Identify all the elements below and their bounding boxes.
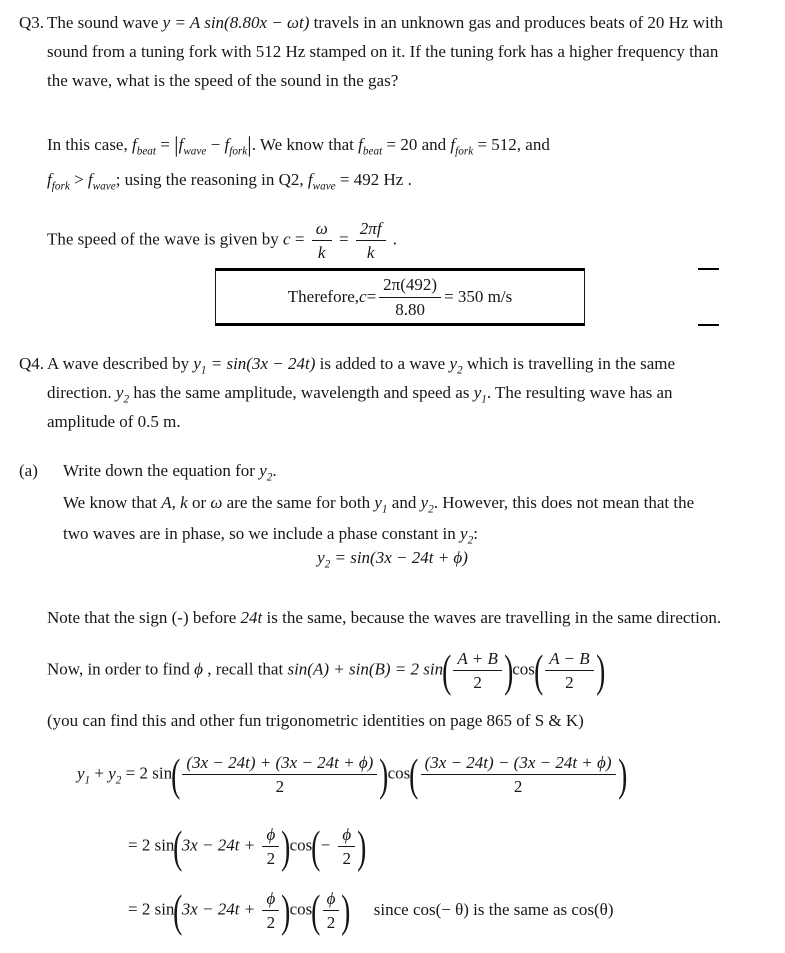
paren-right: ) bbox=[281, 820, 291, 872]
cos-function: cos bbox=[289, 899, 313, 919]
f-beat-var bbox=[358, 135, 383, 158]
difference-fraction bbox=[421, 752, 616, 798]
value-run: = 492 Hz bbox=[335, 170, 404, 189]
denominator: 2 bbox=[326, 913, 336, 933]
subscript: 2 bbox=[324, 558, 331, 571]
denominator: 2 bbox=[513, 777, 523, 797]
y2-var bbox=[115, 383, 130, 406]
q3-problem-text bbox=[47, 8, 737, 95]
math-run: = sin(3x − 24t) bbox=[206, 354, 316, 373]
y2-var bbox=[449, 354, 463, 377]
cos-function: cos bbox=[512, 659, 535, 679]
note-paragraph bbox=[47, 602, 737, 633]
result-box bbox=[215, 268, 585, 326]
value-run: = 20 bbox=[382, 135, 418, 154]
identity-line bbox=[47, 644, 785, 696]
denominator: 2 bbox=[565, 673, 574, 693]
math-var-phi: ϕ bbox=[194, 659, 203, 679]
paren-left: ( bbox=[409, 748, 419, 800]
subscript: 2 bbox=[467, 534, 474, 547]
paren-left: ( bbox=[173, 884, 183, 936]
equals-2sin: = 2 sin bbox=[121, 763, 173, 783]
y1-var bbox=[473, 383, 487, 406]
f-wave-var bbox=[178, 135, 207, 158]
y2-var bbox=[259, 461, 273, 484]
math-var-f: f bbox=[307, 170, 313, 189]
step2-equation-line bbox=[128, 820, 785, 872]
two-pi-f-over-k-fraction bbox=[356, 218, 386, 264]
phi-over-2-fraction bbox=[338, 824, 355, 870]
denominator: 2 bbox=[266, 849, 276, 869]
math-var-f: f bbox=[224, 135, 230, 154]
f-fork-var bbox=[47, 170, 70, 193]
numerator: 2πf bbox=[356, 218, 386, 241]
text-run: is the same, because the waves are travelling in the same direction. bbox=[262, 608, 722, 627]
text-run: . We know that bbox=[251, 135, 359, 154]
subscript: 2 bbox=[428, 503, 434, 516]
denominator: 8.80 bbox=[395, 299, 425, 319]
numerator: ϕ bbox=[323, 888, 340, 911]
text-run: , and bbox=[516, 135, 550, 154]
y2-var bbox=[108, 763, 122, 787]
paren-right: ) bbox=[281, 884, 291, 936]
subscript: 1 bbox=[84, 774, 91, 787]
sum-equation-line bbox=[77, 748, 785, 800]
y1-var bbox=[193, 354, 207, 377]
paren-left: ( bbox=[311, 820, 321, 872]
math-run: y = A sin(8.80x − ωt) bbox=[162, 13, 310, 32]
text-run: The sound wave bbox=[47, 13, 163, 32]
equals-sign: = bbox=[334, 229, 353, 249]
subscript: fork bbox=[455, 145, 474, 158]
math-run: = sin(3x − 24t + ϕ) bbox=[330, 548, 468, 567]
text-run: ; using the reasoning in Q2, bbox=[115, 170, 308, 189]
math-var-y: y bbox=[115, 383, 124, 402]
know-paragraph bbox=[63, 487, 708, 549]
text-run: Now, in order to find bbox=[47, 659, 195, 679]
phi-over-2-fraction bbox=[262, 824, 279, 870]
math-var-y: y bbox=[259, 461, 267, 480]
paren-left: ( bbox=[173, 820, 183, 872]
math-var-c: c bbox=[359, 287, 367, 307]
numerator: 2π(492) bbox=[379, 274, 441, 297]
f-fork-var bbox=[450, 135, 474, 158]
numerator: A − B bbox=[545, 648, 593, 671]
q4-label: Q4. bbox=[19, 354, 45, 373]
math-var-y: y bbox=[77, 763, 85, 783]
part-a-block bbox=[0, 456, 785, 485]
step3-equation-line bbox=[128, 884, 785, 936]
since-note: since cos(− θ) is the same as cos(θ) bbox=[373, 899, 614, 919]
math-var-k: k bbox=[180, 493, 188, 512]
speed-line bbox=[47, 218, 785, 264]
math-var-y: y bbox=[473, 383, 482, 402]
text-run: We know that bbox=[63, 493, 162, 512]
math-var-y: y bbox=[108, 763, 116, 783]
numerator: ϕ bbox=[262, 824, 279, 847]
math-var-y: y bbox=[420, 493, 429, 512]
f-wave-var bbox=[307, 170, 336, 193]
abs-bar: | bbox=[247, 132, 252, 157]
omega-over-k-fraction bbox=[312, 218, 332, 264]
denominator: 2 bbox=[275, 777, 285, 797]
denominator: k bbox=[317, 243, 326, 263]
subscript: 2 bbox=[457, 364, 463, 377]
text-run: The speed of the wave is given by bbox=[47, 229, 284, 249]
paren-left: ( bbox=[171, 748, 181, 800]
y1-var bbox=[374, 493, 388, 516]
equals-sign: = bbox=[156, 135, 175, 154]
text-run: A wave described by bbox=[47, 354, 194, 373]
y2-equation-line bbox=[0, 546, 785, 570]
subscript: 1 bbox=[481, 393, 487, 406]
subscript: fork bbox=[51, 180, 70, 193]
paren-right: ) bbox=[595, 644, 605, 696]
math-var-c: c bbox=[283, 229, 291, 249]
abs-bar: | bbox=[174, 132, 179, 157]
text-run: travels in an unknown gas and produces beats of 20 Hz with sound from a tuning fork with 512 Hz stamped on it. If the tuning fork has a higher frequency than the wave, what is the speed of the sound in the gas? bbox=[47, 13, 723, 90]
cos-function: cos bbox=[289, 835, 313, 855]
paren-right: ) bbox=[341, 884, 351, 936]
part-a-text bbox=[63, 456, 785, 485]
f-wave-var bbox=[87, 170, 116, 193]
math-var-omega: ω bbox=[210, 493, 223, 512]
text-run: (you can find this and other fun trigonometric identities on page 865 of S & K) bbox=[47, 711, 584, 730]
denominator: k bbox=[366, 243, 375, 263]
period: . bbox=[272, 461, 277, 480]
subscript: 2 bbox=[115, 774, 122, 787]
q4-problem-block bbox=[0, 349, 785, 436]
beats-paragraph bbox=[47, 127, 745, 197]
math-var-A: A bbox=[161, 493, 172, 512]
math-var-f: f bbox=[131, 135, 137, 154]
numerator: ϕ bbox=[262, 888, 279, 911]
math-run: sin(A) + sin(B) = 2 sin bbox=[287, 659, 444, 679]
f-beat-var bbox=[131, 135, 157, 158]
math-run: 3x − 24t + bbox=[181, 899, 260, 919]
math-run: 24t bbox=[240, 608, 263, 627]
subscript: wave bbox=[312, 180, 336, 193]
text-run: Note that the sign (-) before bbox=[47, 608, 241, 627]
paren-right: ) bbox=[379, 748, 389, 800]
paren-left: ( bbox=[442, 644, 452, 696]
text-run: In this case, bbox=[47, 135, 132, 154]
subscript: 2 bbox=[123, 393, 130, 406]
subscript: 1 bbox=[200, 364, 207, 377]
paren-right: ) bbox=[357, 820, 367, 872]
q4-problem-text bbox=[47, 349, 742, 436]
colon: : bbox=[473, 524, 478, 543]
equals-sign: = bbox=[290, 229, 309, 249]
equals-sign: = bbox=[366, 287, 377, 307]
numerator: (3x − 24t) − (3x − 24t + ϕ) bbox=[421, 752, 616, 775]
y2-var bbox=[460, 524, 474, 547]
minus-sign: − bbox=[206, 135, 225, 154]
math-var-f: f bbox=[178, 135, 184, 154]
text-run: , recall that bbox=[202, 659, 288, 679]
value-run: = 512 bbox=[473, 135, 517, 154]
sum-fraction bbox=[182, 752, 377, 798]
math-var-f: f bbox=[450, 135, 456, 154]
text-run: . bbox=[403, 170, 412, 189]
subscript: beat bbox=[136, 145, 157, 158]
text-run: . However, this does not mean that the two waves are in phase, so we include a phase constant in bbox=[63, 493, 695, 543]
text-run: and bbox=[417, 135, 451, 154]
plus-sign: + bbox=[90, 763, 109, 783]
subscript: wave bbox=[92, 180, 116, 193]
minus-sign: − bbox=[319, 835, 336, 855]
math-var-y: y bbox=[374, 493, 382, 512]
paren-right: ) bbox=[503, 644, 514, 696]
math-var-y: y bbox=[317, 548, 325, 567]
denominator: 2 bbox=[266, 913, 276, 933]
text-run: has the same amplitude, wavelength and speed as bbox=[129, 383, 474, 402]
paren-left: ( bbox=[311, 884, 321, 936]
math-run: 3x − 24t + bbox=[181, 835, 260, 855]
text-run: Write down the equation for bbox=[63, 461, 260, 480]
q3-label: Q3. bbox=[19, 13, 45, 32]
phi-over-2-fraction bbox=[323, 888, 340, 934]
paren-left: ( bbox=[533, 644, 544, 696]
part-a-label: (a) bbox=[19, 461, 38, 480]
text-run: or bbox=[187, 493, 211, 512]
subscript: fork bbox=[229, 145, 248, 158]
math-var-y: y bbox=[460, 524, 468, 543]
scan-artifact-dash bbox=[698, 324, 719, 326]
text-run: which is travelling in the same direction. bbox=[47, 354, 676, 402]
aside-line bbox=[47, 706, 785, 735]
math-var-f: f bbox=[47, 170, 52, 189]
math-var-f: f bbox=[358, 135, 363, 154]
period: . bbox=[388, 229, 398, 249]
equals-2sin: = 2 sin bbox=[128, 835, 175, 855]
a-plus-b-fraction bbox=[453, 648, 501, 694]
text-run: . The resulting wave has an amplitude of 0.5 m. bbox=[47, 383, 673, 431]
comma: , bbox=[171, 493, 181, 512]
text-run: are the same for both bbox=[222, 493, 375, 512]
numerator: ϕ bbox=[338, 824, 355, 847]
y1-var bbox=[77, 763, 91, 787]
denominator: 2 bbox=[473, 673, 482, 693]
subscript: 1 bbox=[381, 503, 388, 516]
equals-2sin: = 2 sin bbox=[128, 899, 175, 919]
greater-than-sign: > bbox=[69, 170, 88, 189]
math-var-f: f bbox=[87, 170, 93, 189]
f-fork-var bbox=[224, 135, 248, 158]
math-var-y: y bbox=[193, 354, 201, 373]
numerator: (3x − 24t) + (3x − 24t + ϕ) bbox=[182, 752, 377, 775]
math-var-y: y bbox=[449, 354, 457, 373]
text-run: is added to a wave bbox=[315, 354, 450, 373]
q3-problem-block bbox=[0, 8, 785, 95]
subscript: beat bbox=[362, 145, 383, 158]
subscript: wave bbox=[183, 145, 207, 158]
denominator: 2 bbox=[342, 849, 352, 869]
y2-var bbox=[420, 493, 434, 516]
result-fraction bbox=[379, 274, 441, 320]
y2-var bbox=[317, 548, 331, 571]
text-run: Therefore, bbox=[287, 287, 360, 307]
numerator: ω bbox=[312, 218, 332, 241]
text-run: and bbox=[387, 493, 421, 512]
result-value: = 350 m/s bbox=[444, 287, 513, 307]
subscript: 2 bbox=[266, 471, 273, 484]
phi-over-2-fraction bbox=[262, 888, 279, 934]
scan-artifact-dash bbox=[698, 268, 719, 270]
paren-right: ) bbox=[617, 748, 627, 800]
cos-function: cos bbox=[387, 763, 411, 783]
a-minus-b-fraction bbox=[545, 648, 593, 694]
numerator: A + B bbox=[453, 648, 501, 671]
